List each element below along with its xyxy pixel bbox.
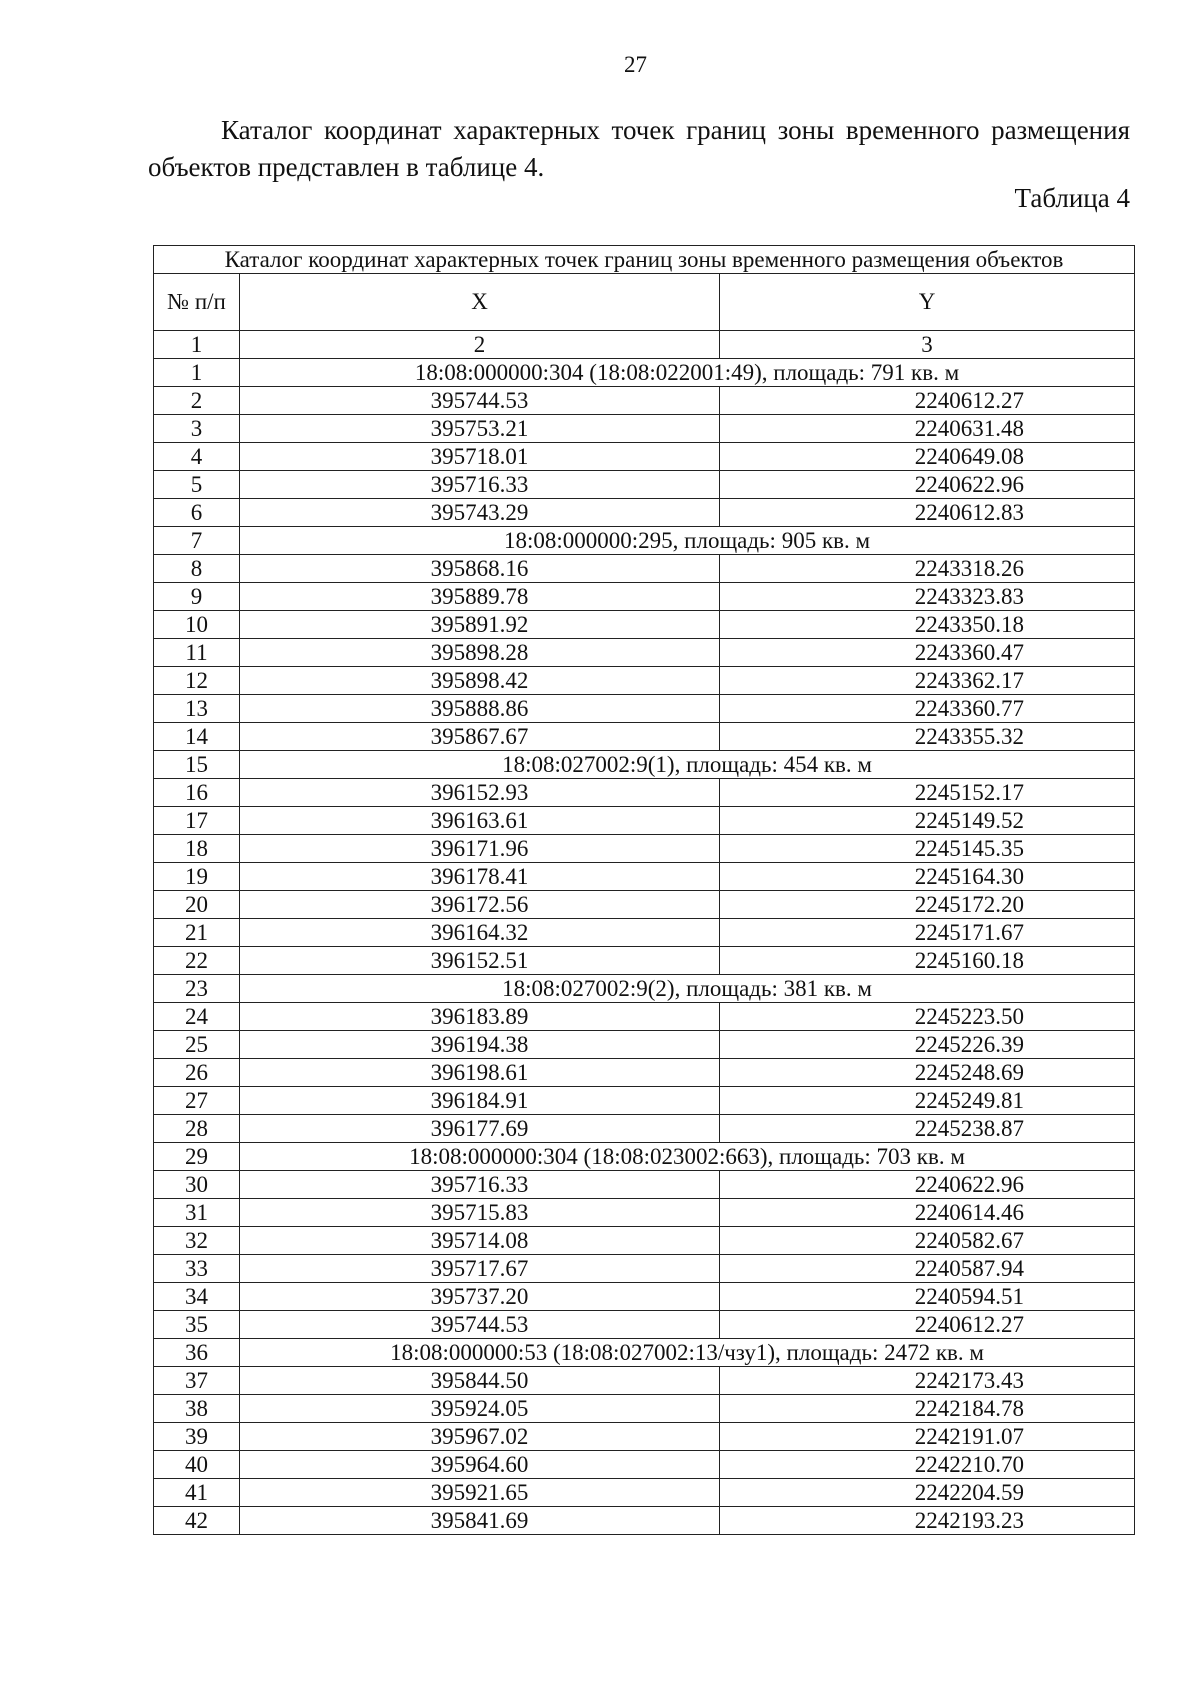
point-number: 5 xyxy=(154,471,240,499)
point-number: 23 xyxy=(154,975,240,1003)
column-number-3: 3 xyxy=(720,331,1135,359)
table-title: Каталог координат характерных точек границ зоны временного размещения объектов xyxy=(154,246,1135,274)
parcel-group-row xyxy=(154,1339,1135,1367)
coordinate-y: 2242191.07 xyxy=(720,1423,1135,1451)
table-row xyxy=(154,387,1135,415)
point-number: 4 xyxy=(154,443,240,471)
coordinate-x: 395967.02 xyxy=(240,1423,720,1451)
point-number: 14 xyxy=(154,723,240,751)
coordinate-x: 396177.69 xyxy=(240,1115,720,1143)
point-number: 41 xyxy=(154,1479,240,1507)
coordinate-y: 2243318.26 xyxy=(720,555,1135,583)
column-number-2: 2 xyxy=(240,331,720,359)
table-row xyxy=(154,639,1135,667)
coordinate-y: 2243323.83 xyxy=(720,583,1135,611)
coordinate-x: 395715.83 xyxy=(240,1199,720,1227)
table-row xyxy=(154,1367,1135,1395)
coordinate-y: 2240594.51 xyxy=(720,1283,1135,1311)
coordinate-x: 395743.29 xyxy=(240,499,720,527)
coordinate-y: 2245164.30 xyxy=(720,863,1135,891)
table-row xyxy=(154,1115,1135,1143)
coordinate-x: 395898.28 xyxy=(240,639,720,667)
intro-paragraph: Каталог координат характерных точек границ зоны временного размещения объектов представлен в таблице 4. xyxy=(148,115,1130,182)
point-number: 9 xyxy=(154,583,240,611)
table-title-row xyxy=(154,246,1135,274)
coordinate-x: 396152.51 xyxy=(240,947,720,975)
table-header-row xyxy=(154,274,1135,331)
point-number: 8 xyxy=(154,555,240,583)
header-number: № п/п xyxy=(154,274,240,331)
table-row xyxy=(154,1283,1135,1311)
point-number: 24 xyxy=(154,1003,240,1031)
table-row xyxy=(154,1507,1135,1535)
table-row xyxy=(154,667,1135,695)
parcel-group-label: 18:08:000000:304 (18:08:023002:663), площадь: 703 кв. м xyxy=(240,1143,1135,1171)
point-number: 37 xyxy=(154,1367,240,1395)
point-number: 40 xyxy=(154,1451,240,1479)
table-row xyxy=(154,583,1135,611)
point-number: 29 xyxy=(154,1143,240,1171)
point-number: 27 xyxy=(154,1087,240,1115)
coordinate-y: 2245248.69 xyxy=(720,1059,1135,1087)
coordinate-x: 396184.91 xyxy=(240,1087,720,1115)
point-number: 42 xyxy=(154,1507,240,1535)
coordinate-y: 2240614.46 xyxy=(720,1199,1135,1227)
point-number: 22 xyxy=(154,947,240,975)
header-x: X xyxy=(240,274,720,331)
parcel-group-label: 18:08:000000:304 (18:08:022001:49), площадь: 791 кв. м xyxy=(240,359,1135,387)
table-row xyxy=(154,555,1135,583)
coordinate-x: 396152.93 xyxy=(240,779,720,807)
coordinate-x: 396163.61 xyxy=(240,807,720,835)
coordinate-x: 396171.96 xyxy=(240,835,720,863)
parcel-group-row xyxy=(154,527,1135,555)
parcel-group-row xyxy=(154,975,1135,1003)
table-caption: Таблица 4 xyxy=(1014,183,1130,213)
coordinate-y: 2240649.08 xyxy=(720,443,1135,471)
coordinate-x: 396164.32 xyxy=(240,919,720,947)
coordinate-x: 395867.67 xyxy=(240,723,720,751)
coordinate-y: 2243362.17 xyxy=(720,667,1135,695)
table-row xyxy=(154,1479,1135,1507)
coordinate-x: 395744.53 xyxy=(240,387,720,415)
table-row xyxy=(154,695,1135,723)
point-number: 34 xyxy=(154,1283,240,1311)
coordinate-x: 395718.01 xyxy=(240,443,720,471)
coordinate-y: 2240622.96 xyxy=(720,1171,1135,1199)
table-row xyxy=(154,499,1135,527)
parcel-group-label: 18:08:027002:9(1), площадь: 454 кв. м xyxy=(240,751,1135,779)
coordinate-x: 396172.56 xyxy=(240,891,720,919)
parcel-group-label: 18:08:000000:53 (18:08:027002:13/чзу1), площадь: 2472 кв. м xyxy=(240,1339,1135,1367)
coordinate-x: 396178.41 xyxy=(240,863,720,891)
point-number: 15 xyxy=(154,751,240,779)
coordinate-x: 396198.61 xyxy=(240,1059,720,1087)
point-number: 6 xyxy=(154,499,240,527)
table-row xyxy=(154,1171,1135,1199)
coordinate-y: 2245223.50 xyxy=(720,1003,1135,1031)
point-number: 33 xyxy=(154,1255,240,1283)
point-number: 12 xyxy=(154,667,240,695)
point-number: 35 xyxy=(154,1311,240,1339)
point-number: 36 xyxy=(154,1339,240,1367)
table-row xyxy=(154,611,1135,639)
coordinate-x: 395717.67 xyxy=(240,1255,720,1283)
table-row xyxy=(154,1059,1135,1087)
table-row xyxy=(154,1227,1135,1255)
coordinate-x: 395921.65 xyxy=(240,1479,720,1507)
column-number-row xyxy=(154,331,1135,359)
coordinate-y: 2240587.94 xyxy=(720,1255,1135,1283)
point-number: 13 xyxy=(154,695,240,723)
table-row xyxy=(154,947,1135,975)
point-number: 17 xyxy=(154,807,240,835)
coordinate-y: 2245172.20 xyxy=(720,891,1135,919)
coordinate-y: 2245152.17 xyxy=(720,779,1135,807)
coordinate-x: 395868.16 xyxy=(240,555,720,583)
coordinate-x: 395891.92 xyxy=(240,611,720,639)
coordinate-y: 2243355.32 xyxy=(720,723,1135,751)
table-row xyxy=(154,1087,1135,1115)
point-number: 30 xyxy=(154,1171,240,1199)
parcel-group-row xyxy=(154,359,1135,387)
table-row xyxy=(154,919,1135,947)
coordinate-x: 395753.21 xyxy=(240,415,720,443)
coordinate-y: 2245160.18 xyxy=(720,947,1135,975)
coordinate-x: 395841.69 xyxy=(240,1507,720,1535)
point-number: 28 xyxy=(154,1115,240,1143)
coordinate-y: 2245249.81 xyxy=(720,1087,1135,1115)
table-row xyxy=(154,863,1135,891)
coordinate-x: 396183.89 xyxy=(240,1003,720,1031)
coordinate-y: 2240612.27 xyxy=(720,1311,1135,1339)
coordinate-y: 2243350.18 xyxy=(720,611,1135,639)
table-row xyxy=(154,779,1135,807)
point-number: 18 xyxy=(154,835,240,863)
coordinate-y: 2243360.77 xyxy=(720,695,1135,723)
coordinate-y: 2242204.59 xyxy=(720,1479,1135,1507)
table-row xyxy=(154,1031,1135,1059)
table-row xyxy=(154,1451,1135,1479)
coordinate-y: 2245149.52 xyxy=(720,807,1135,835)
coordinate-y: 2240631.48 xyxy=(720,415,1135,443)
coordinate-y: 2240582.67 xyxy=(720,1227,1135,1255)
table-row xyxy=(154,891,1135,919)
point-number: 2 xyxy=(154,387,240,415)
coordinate-x: 395844.50 xyxy=(240,1367,720,1395)
table-row xyxy=(154,1311,1135,1339)
table-row xyxy=(154,1395,1135,1423)
point-number: 19 xyxy=(154,863,240,891)
point-number: 11 xyxy=(154,639,240,667)
coordinate-y: 2245238.87 xyxy=(720,1115,1135,1143)
table-row xyxy=(154,1003,1135,1031)
coordinates-table-body xyxy=(154,246,1135,1535)
coordinate-x: 395716.33 xyxy=(240,1171,720,1199)
coordinate-x: 395716.33 xyxy=(240,471,720,499)
coordinate-y: 2240612.83 xyxy=(720,499,1135,527)
column-number-1: 1 xyxy=(154,331,240,359)
page-number: 27 xyxy=(624,52,647,77)
parcel-group-label: 18:08:000000:295, площадь: 905 кв. м xyxy=(240,527,1135,555)
coordinate-y: 2243360.47 xyxy=(720,639,1135,667)
point-number: 20 xyxy=(154,891,240,919)
point-number: 7 xyxy=(154,527,240,555)
point-number: 21 xyxy=(154,919,240,947)
coordinate-x: 395714.08 xyxy=(240,1227,720,1255)
table-row xyxy=(154,835,1135,863)
table-row xyxy=(154,807,1135,835)
parcel-group-label: 18:08:027002:9(2), площадь: 381 кв. м xyxy=(240,975,1135,1003)
coordinate-y: 2242184.78 xyxy=(720,1395,1135,1423)
table-row xyxy=(154,443,1135,471)
point-number: 38 xyxy=(154,1395,240,1423)
coordinate-x: 395964.60 xyxy=(240,1451,720,1479)
coordinate-y: 2242210.70 xyxy=(720,1451,1135,1479)
coordinate-y: 2242173.43 xyxy=(720,1367,1135,1395)
table-row xyxy=(154,1199,1135,1227)
table-row xyxy=(154,1423,1135,1451)
point-number: 31 xyxy=(154,1199,240,1227)
coordinate-x: 395898.42 xyxy=(240,667,720,695)
point-number: 3 xyxy=(154,415,240,443)
point-number: 25 xyxy=(154,1031,240,1059)
coordinate-x: 395924.05 xyxy=(240,1395,720,1423)
coordinate-y: 2245145.35 xyxy=(720,835,1135,863)
coordinate-y: 2242193.23 xyxy=(720,1507,1135,1535)
table-row xyxy=(154,723,1135,751)
header-y: Y xyxy=(720,274,1135,331)
point-number: 39 xyxy=(154,1423,240,1451)
coordinate-x: 396194.38 xyxy=(240,1031,720,1059)
parcel-group-row xyxy=(154,751,1135,779)
coordinate-y: 2245171.67 xyxy=(720,919,1135,947)
coordinate-y: 2240612.27 xyxy=(720,387,1135,415)
coordinate-x: 395889.78 xyxy=(240,583,720,611)
point-number: 32 xyxy=(154,1227,240,1255)
point-number: 10 xyxy=(154,611,240,639)
point-number: 1 xyxy=(154,359,240,387)
table-row xyxy=(154,415,1135,443)
parcel-group-row xyxy=(154,1143,1135,1171)
point-number: 16 xyxy=(154,779,240,807)
table-row xyxy=(154,471,1135,499)
coordinate-x: 395744.53 xyxy=(240,1311,720,1339)
table-row xyxy=(154,1255,1135,1283)
coordinate-y: 2240622.96 xyxy=(720,471,1135,499)
coordinate-x: 395737.20 xyxy=(240,1283,720,1311)
point-number: 26 xyxy=(154,1059,240,1087)
coordinate-x: 395888.86 xyxy=(240,695,720,723)
coordinate-y: 2245226.39 xyxy=(720,1031,1135,1059)
coordinates-table xyxy=(153,245,1135,1535)
